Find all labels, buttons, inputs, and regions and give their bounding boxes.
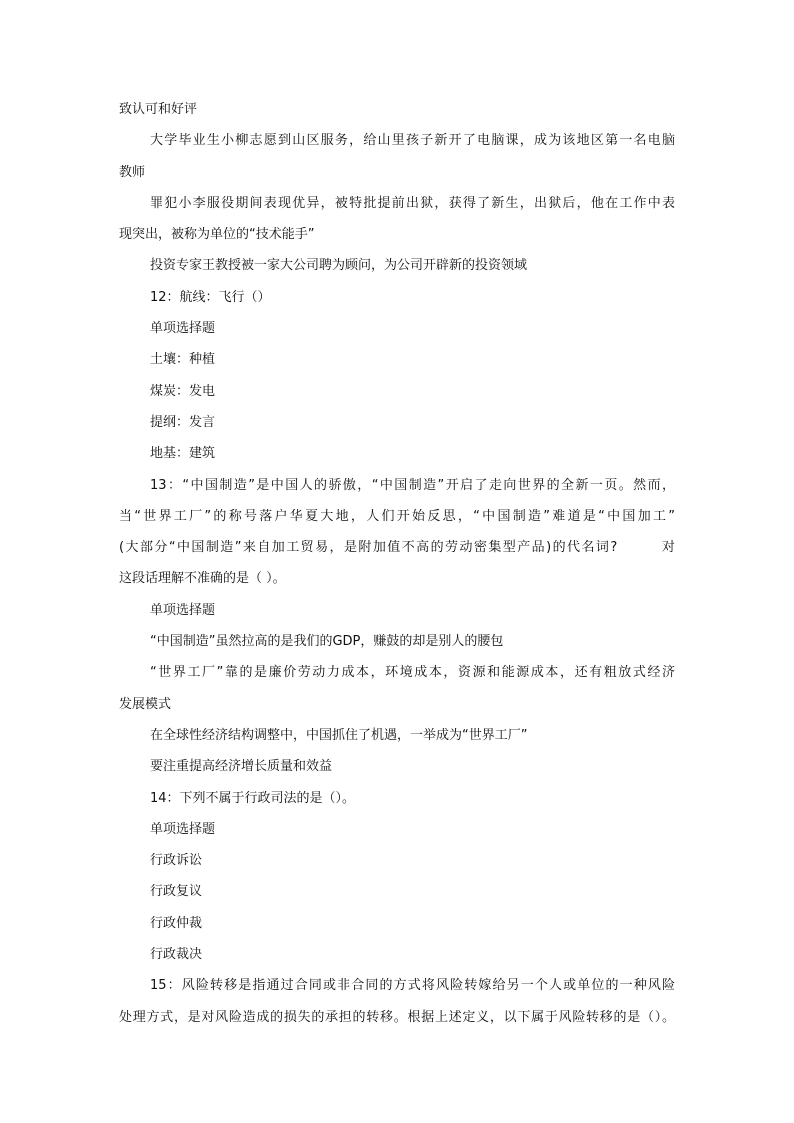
text-line: 单项选择题 xyxy=(150,602,216,618)
text-line: 行政裁决 xyxy=(150,947,203,963)
text-line: 大学毕业生小柳志愿到山区服务，给山里孩子新开了电脑课，成为该地区第一名电脑 xyxy=(150,133,675,149)
text-line: 行政诉讼 xyxy=(150,853,203,869)
text-line: “中国制造”虽然拉高的是我们的GDP，赚鼓的却是别人的腰包 xyxy=(150,634,504,650)
text-line: 15：风险转移是指通过合同或非合同的方式将风险转嫁给另一个人或单位的一种风险 xyxy=(150,978,675,994)
text-line: 投资专家王教授被一家大公司聘为顾问，为公司开辟新的投资领域 xyxy=(150,258,528,274)
text-line: (大部分“中国制造”来自加工贸易，是附加值不高的劳动密集型产品)的代名词? 对 xyxy=(119,540,675,556)
text-line: 教师 xyxy=(119,164,146,180)
text-line: 发展模式 xyxy=(119,696,172,712)
text-line: 当“世界工厂”的称号落户华夏大地，人们开始反思，“中国制造”难道是“中国加工” xyxy=(119,508,675,524)
text-line: “世界工厂”靠的是廉价劳动力成本，环境成本，资源和能源成本，还有粗放式经济 xyxy=(150,665,675,681)
text-line: 14：下列不属于行政司法的是（）。 xyxy=(150,790,356,806)
text-line: 12：航线：飞行（） xyxy=(150,289,271,305)
text-line: 单项选择题 xyxy=(150,821,216,837)
text-line: 土壤：种植 xyxy=(150,352,216,368)
text-line: 地基：建筑 xyxy=(150,446,216,462)
text-line: 处理方式，是对风险造成的损失的承担的转移。根据上述定义，以下属于风险转移的是（）。 xyxy=(119,1009,675,1025)
text-line: 罪犯小李服役期间表现优异，被特批提前出狱，获得了新生，出狱后，他在工作中表 xyxy=(150,195,675,211)
text-line: 提纲：发言 xyxy=(150,414,216,430)
text-line: 单项选择题 xyxy=(150,321,216,337)
text-line: 要注重提高经济增长质量和效益 xyxy=(150,759,333,775)
text-line: 煤炭：发电 xyxy=(150,383,216,399)
text-line: 行政仲裁 xyxy=(150,915,203,931)
text-line: 在全球性经济结构调整中，中国抓住了机遇，一举成为“世界工厂” xyxy=(150,727,528,743)
text-line: 行政复议 xyxy=(150,884,203,900)
document-page xyxy=(119,98,675,1037)
text-line: 致认可和好评 xyxy=(119,102,198,117)
text-line: 13：“中国制造”是中国人的骄傲，“中国制造”开启了走向世界的全新一页。然而， xyxy=(150,477,675,493)
text-line: 现突出，被称为单位的“技术能手” xyxy=(119,227,315,243)
text-line: 这段话理解不准确的是（ ）。 xyxy=(119,571,286,587)
